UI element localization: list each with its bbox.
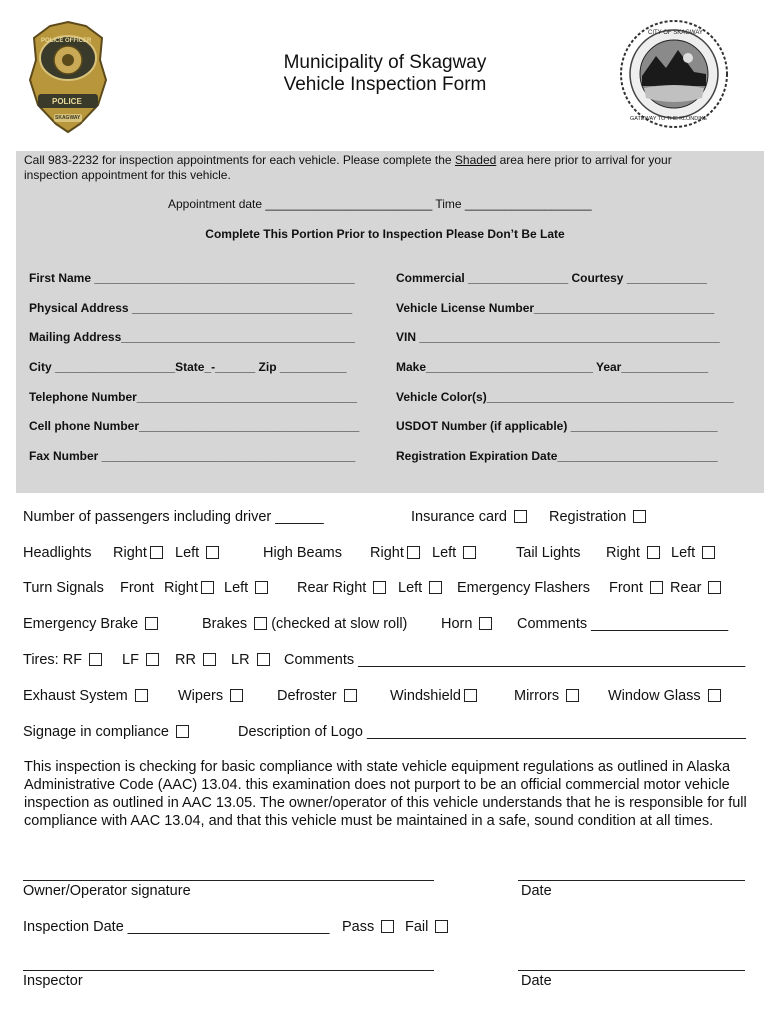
- owner-signature-label: Owner/Operator signature: [23, 883, 191, 899]
- defroster-checkbox[interactable]: [344, 689, 357, 702]
- mailing-address-field[interactable]: Mailing Address___________________________________: [29, 330, 355, 344]
- flashers-rear-item: Rear: [670, 580, 721, 596]
- headlights-left-item: Left: [175, 545, 219, 561]
- insurance-card-item: Insurance card: [411, 509, 527, 525]
- turn-signals-rear-left-item: Left: [398, 580, 442, 596]
- brakes-item: Brakes (checked at slow roll): [202, 616, 408, 632]
- turn-signals-rear-right-checkbox[interactable]: [373, 581, 386, 594]
- turn-signals-front-label: Front: [120, 580, 154, 596]
- make-year-field[interactable]: Make_________________________ Year_____________: [396, 360, 709, 374]
- inspection-date-field[interactable]: Inspection Date _________________________: [23, 919, 330, 935]
- pass-checkbox[interactable]: [381, 920, 394, 933]
- emergency-brake-item: Emergency Brake: [23, 616, 158, 632]
- turn-signals-front-left-item: Left: [224, 580, 268, 596]
- shaded-underlined-word: Shaded: [454, 153, 497, 167]
- tail-lights-left-item: Left: [671, 545, 715, 561]
- headlights-right-item: Right: [113, 545, 163, 561]
- tail-lights-right-checkbox[interactable]: [647, 546, 660, 559]
- tires-rr-checkbox[interactable]: [203, 653, 216, 666]
- turn-signals-front-left-checkbox[interactable]: [255, 581, 268, 594]
- high-beams-left-checkbox[interactable]: [463, 546, 476, 559]
- defroster-item: Defroster: [277, 688, 357, 704]
- badge-sub-text: SKAGWAY: [55, 115, 81, 121]
- exhaust-checkbox[interactable]: [135, 689, 148, 702]
- vehicle-color-field[interactable]: Vehicle Color(s)_____________________________________: [396, 390, 734, 404]
- mirrors-checkbox[interactable]: [566, 689, 579, 702]
- windshield-item: Windshield: [390, 688, 477, 704]
- registration-expiration-field[interactable]: Registration Expiration Date________________________: [396, 449, 718, 463]
- tires-lf-item: LF: [122, 652, 159, 668]
- turn-signals-rear-right-item: Rear Right: [297, 580, 386, 596]
- high-beams-label: High Beams: [263, 545, 342, 561]
- mirrors-item: Mirrors: [514, 688, 579, 704]
- inspector-date-label: Date: [521, 973, 552, 989]
- tires-lr-checkbox[interactable]: [257, 653, 270, 666]
- brakes-checkbox[interactable]: [254, 617, 267, 630]
- fail-checkbox[interactable]: [435, 920, 448, 933]
- wipers-item: Wipers: [178, 688, 243, 704]
- fail-item: Fail: [405, 919, 448, 935]
- high-beams-left-item: Left: [432, 545, 476, 561]
- compliance-statement: This inspection is checking for basic compliance with state vehicle equipment regulations as outlined in Alaska Administrative Code (AAC) 13.04. this examination does not purport to be an official commercial motor vehicle inspection as outlined in AAC 13.05. The owner/operator of this vehicle understands that he is responsible for full compliance with AAC 13.04, and that this vehicle must be maintained in a safe, sound condition at all times.: [24, 759, 747, 829]
- tires-lf-checkbox[interactable]: [146, 653, 159, 666]
- fax-field[interactable]: Fax Number ______________________________________: [29, 449, 356, 463]
- tail-lights-right-item: Right: [606, 545, 660, 561]
- turn-signals-front-right-checkbox[interactable]: [201, 581, 214, 594]
- horn-item: Horn: [441, 616, 492, 632]
- appointment-line[interactable]: Appointment date _________________________ Time ___________________: [168, 197, 592, 211]
- owner-date-line[interactable]: [518, 880, 745, 881]
- flashers-rear-checkbox[interactable]: [708, 581, 721, 594]
- intro-text: Call 983-2232 for inspection appointments for each vehicle. Please complete the Shaded area here prior to arrival for your inspection appointment for this vehicle.: [24, 153, 672, 182]
- page-title-line-1: Municipality of Skagway: [283, 52, 487, 73]
- tires-lr-item: LR: [231, 652, 270, 668]
- window-glass-checkbox[interactable]: [708, 689, 721, 702]
- inspector-date-line[interactable]: [518, 970, 745, 971]
- instruction-heading: Complete This Portion Prior to Inspection Please Don’t Be Late: [205, 227, 565, 241]
- registration-checkbox[interactable]: [633, 510, 646, 523]
- commercial-courtesy-field[interactable]: Commercial _______________ Courtesy ____________: [396, 271, 707, 285]
- flashers-front-item: Front: [609, 580, 663, 596]
- city-state-zip-field[interactable]: City __________________State_-______ Zip __________: [29, 360, 347, 374]
- city-seal-logo: [618, 16, 730, 134]
- exhaust-item: Exhaust System: [23, 688, 148, 704]
- cell-phone-field[interactable]: Cell phone Number_________________________________: [29, 419, 360, 433]
- turn-signals-rear-left-checkbox[interactable]: [429, 581, 442, 594]
- owner-signature-line[interactable]: [23, 880, 434, 881]
- comments-short-field[interactable]: Comments _________________: [517, 616, 729, 632]
- seal-ring-text: CITY OF SKAGWAY: [648, 30, 703, 36]
- usdot-field[interactable]: USDOT Number (if applicable) ______________________: [396, 419, 718, 433]
- window-glass-item: Window Glass: [608, 688, 721, 704]
- wipers-checkbox[interactable]: [230, 689, 243, 702]
- insurance-card-checkbox[interactable]: [514, 510, 527, 523]
- high-beams-right-checkbox[interactable]: [407, 546, 420, 559]
- physical-address-field[interactable]: Physical Address _________________________________: [29, 301, 353, 315]
- tires-rr-item: RR: [175, 652, 216, 668]
- inspector-signature-line[interactable]: [23, 970, 434, 971]
- badge-banner-text: POLICE: [52, 97, 82, 106]
- signage-checkbox[interactable]: [176, 725, 189, 738]
- telephone-field[interactable]: Telephone Number_________________________________: [29, 390, 358, 404]
- tires-rf-checkbox[interactable]: [89, 653, 102, 666]
- turn-signals-front-right-item: Right: [164, 580, 214, 596]
- first-name-field[interactable]: First Name _______________________________________: [29, 271, 355, 285]
- pass-item: Pass: [342, 919, 394, 935]
- windshield-checkbox[interactable]: [464, 689, 477, 702]
- tires-comments-field[interactable]: Comments ________________________________________________: [284, 652, 746, 668]
- headlights-right-checkbox[interactable]: [150, 546, 163, 559]
- emergency-flashers-label: Emergency Flashers: [457, 580, 590, 596]
- high-beams-right-item: Right: [370, 545, 420, 561]
- emergency-brake-checkbox[interactable]: [145, 617, 158, 630]
- flashers-front-checkbox[interactable]: [650, 581, 663, 594]
- registration-item: Registration: [549, 509, 646, 525]
- horn-checkbox[interactable]: [479, 617, 492, 630]
- tail-lights-left-checkbox[interactable]: [702, 546, 715, 559]
- logo-description-field[interactable]: Description of Logo _______________________________________________: [238, 724, 746, 740]
- passengers-field[interactable]: Number of passengers including driver ______: [23, 509, 324, 525]
- headlights-label: Headlights: [23, 545, 92, 561]
- tires-rf-item: Tires: RF: [23, 652, 102, 668]
- turn-signals-label: Turn Signals: [23, 580, 104, 596]
- seal-bottom-text: GATEWAY TO THE KLONDIKE: [630, 116, 708, 122]
- vin-field[interactable]: VIN _____________________________________________: [396, 330, 720, 344]
- headlights-left-checkbox[interactable]: [206, 546, 219, 559]
- owner-date-label: Date: [521, 883, 552, 899]
- license-number-field[interactable]: Vehicle License Number___________________________: [396, 301, 715, 315]
- page-title-line-2: Vehicle Inspection Form: [283, 74, 487, 95]
- inspector-label: Inspector: [23, 973, 83, 989]
- signage-item: Signage in compliance: [23, 724, 189, 740]
- badge-top-text: POLICE OFFICER: [41, 38, 92, 44]
- tail-lights-label: Tail Lights: [516, 545, 581, 561]
